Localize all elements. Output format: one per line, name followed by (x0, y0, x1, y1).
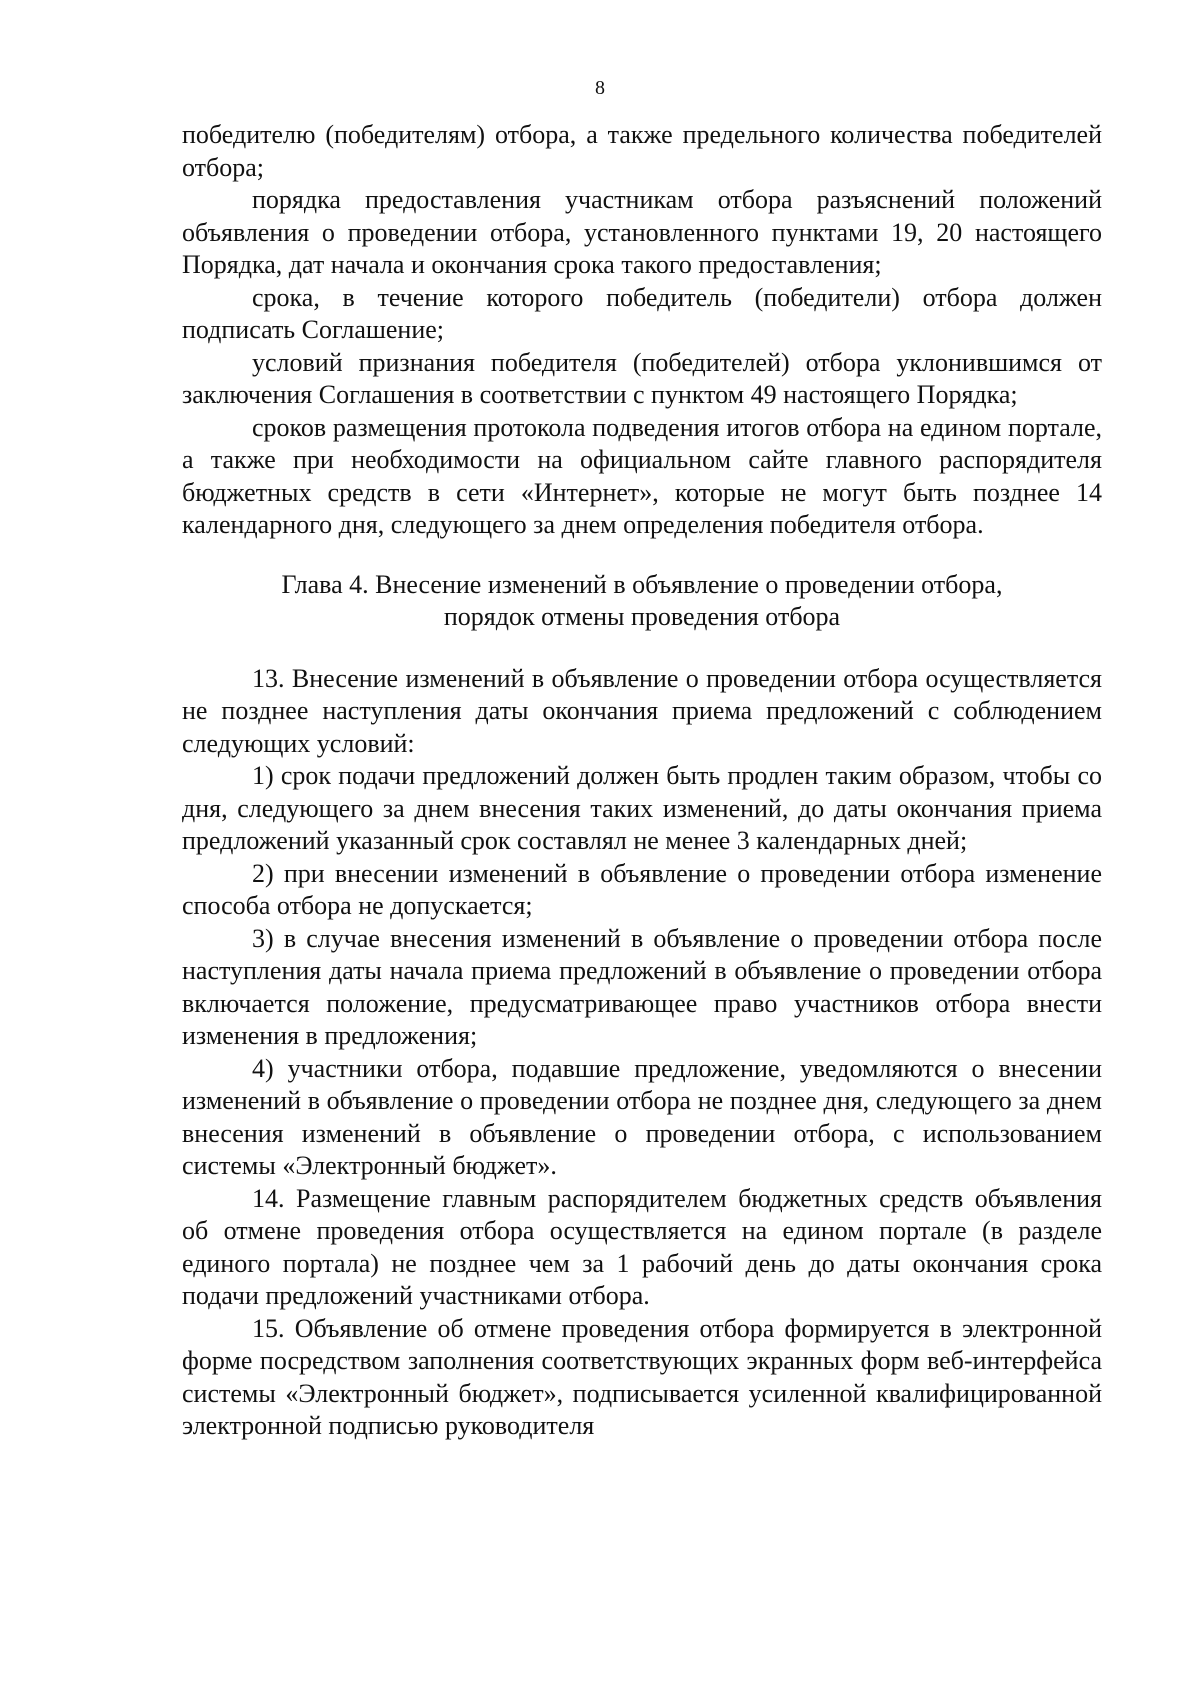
paragraph-13-item-4: 4) участники отбора, подавшие предложение, уведомляются о внесении изменений в объявление о проведении отбора не позднее дня, следующего за днем внесения изменений в объявление о проведении отбора, с использованием системы «Электронный бюджет». (182, 1053, 1102, 1180)
paragraph-top-1: порядка предоставления участникам отбора разъяснений положений объявления о проведении отбора, установленного пунктами 19, 20 настоящего Порядка, дат начала и окончания срока такого предоставления; (182, 185, 1102, 279)
paragraph-15: 15. Объявление об отмене проведения отбора формируется в электронной форме посредством заполнения соответствующих экранных форм веб-интерфейса системы «Электронный бюджет», подписывается усиленной квалифицированной электронной подписью руководителя (182, 1313, 1102, 1440)
paragraph-13-item-3: 3) в случае внесения изменений в объявление о проведении отбора после наступления даты начала приема предложений в объявление о проведении отбора включается положение, предусматривающее право участников отбора внести изменения в предложения; (182, 923, 1102, 1050)
chapter-heading-line1: Глава 4. Внесение изменений в объявление о проведении отбора, (281, 569, 1003, 599)
chapter-heading-line2: порядок отмены проведения отбора (443, 602, 841, 631)
paragraph-top-3: условий признания победителя (победителей) отбора уклонившимся от заключения Соглашения в соответствии с пунктом 49 настоящего Порядка; (182, 347, 1102, 409)
paragraph-13: 13. Внесение изменений в объявление о проведении отбора осуществляется не позднее наступления даты окончания приема предложений с соблюдением следующих условий: (182, 663, 1102, 758)
page-number: 8 (595, 77, 605, 99)
paragraph-13-item-2: 2) при внесении изменений в объявление о проведении отбора изменение способа отбора не допускается; (182, 858, 1102, 920)
paragraph-13-item-1: 1) срок подачи предложений должен быть продлен таким образом, чтобы со дня, следующего за днем внесения таких изменений, до даты окончания приема предложений указанный срок составлял не менее 3 календарных дней; (182, 761, 1102, 855)
paragraph-top-2: срока, в течение которого победитель (победители) отбора должен подписать Соглашение; (182, 282, 1102, 344)
chapter-heading (182, 569, 1102, 634)
document-body (182, 119, 1102, 1443)
paragraph-14: 14. Размещение главным распорядителем бюджетных средств объявления об отмене проведения отбора осуществляется на едином портале (в разделе единого портала) не позднее чем за 1 рабочий день до даты окончания срока подачи предложений участниками отбора. (182, 1183, 1102, 1310)
paragraph-top-4: сроков размещения протокола подведения итогов отбора на едином портале, а также при необходимости на официальном сайте главного распорядителя бюджетных средств в сети «Интернет», которые не могут быть позднее 14 календарного дня, следующего за днем определения победителя отбора. (182, 412, 1102, 539)
paragraph-top-0: победителю (победителям) отбора, а также предельного количества победителей отбора; (182, 120, 1102, 182)
